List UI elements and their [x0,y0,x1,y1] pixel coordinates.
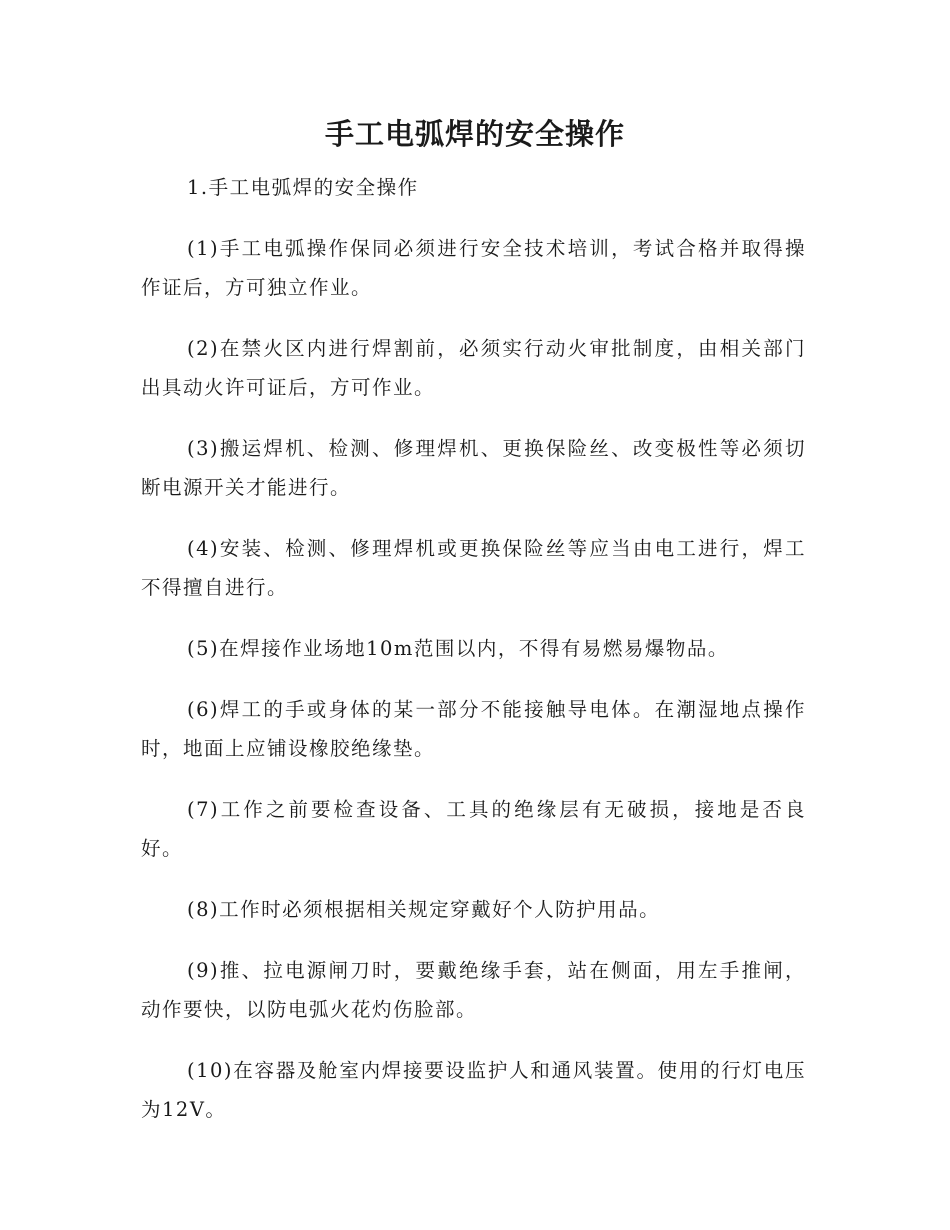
rule-paragraph-4: (4)安装、检测、修理焊机或更换保险丝等应当由电工进行，焊工不得擅自进行。 [141,537,806,599]
rule-paragraph-5: (5)在焊接作业场地10m范围以内，不得有易燃易爆物品。 [187,637,729,660]
document-body [141,168,806,1151]
rule-paragraph-8: (8)工作时必须根据相关规定穿戴好个人防护用品。 [187,898,661,921]
rule-paragraph-2: (2)在禁火区内进行焊割前，必须实行动火审批制度，由相关部门出具动火许可证后，方可作业。 [141,337,806,399]
rule-paragraph-9: (9)推、拉电源闸刀时，要戴绝缘手套，站在侧面，用左手推闸，动作要快，以防电弧火花灼伤脸部。 [141,959,806,1021]
rule-paragraph-3: (3)搬运焊机、检测、修理焊机、更换保险丝、改变极性等必须切断电源开关才能进行。 [141,437,806,499]
document-title: 手工电弧焊的安全操作 [324,117,625,151]
section-heading: 1.手工电弧焊的安全操作 [187,176,419,199]
rule-paragraph-7: (7)工作之前要检查设备、工具的绝缘层有无破损，接地是否良好。 [141,798,806,860]
rule-paragraph-10: (10)在容器及舱室内焊接要设监护人和通风装置。使用的行灯电压为12V。 [141,1059,806,1121]
rule-paragraph-1: (1)手工电弧操作保同必须进行安全技术培训，考试合格并取得操作证后，方可独立作业。 [141,237,806,299]
rule-paragraph-6: (6)焊工的手或身体的某一部分不能接触导电体。在潮湿地点操作时，地面上应铺设橡胶绝缘垫。 [141,698,806,760]
